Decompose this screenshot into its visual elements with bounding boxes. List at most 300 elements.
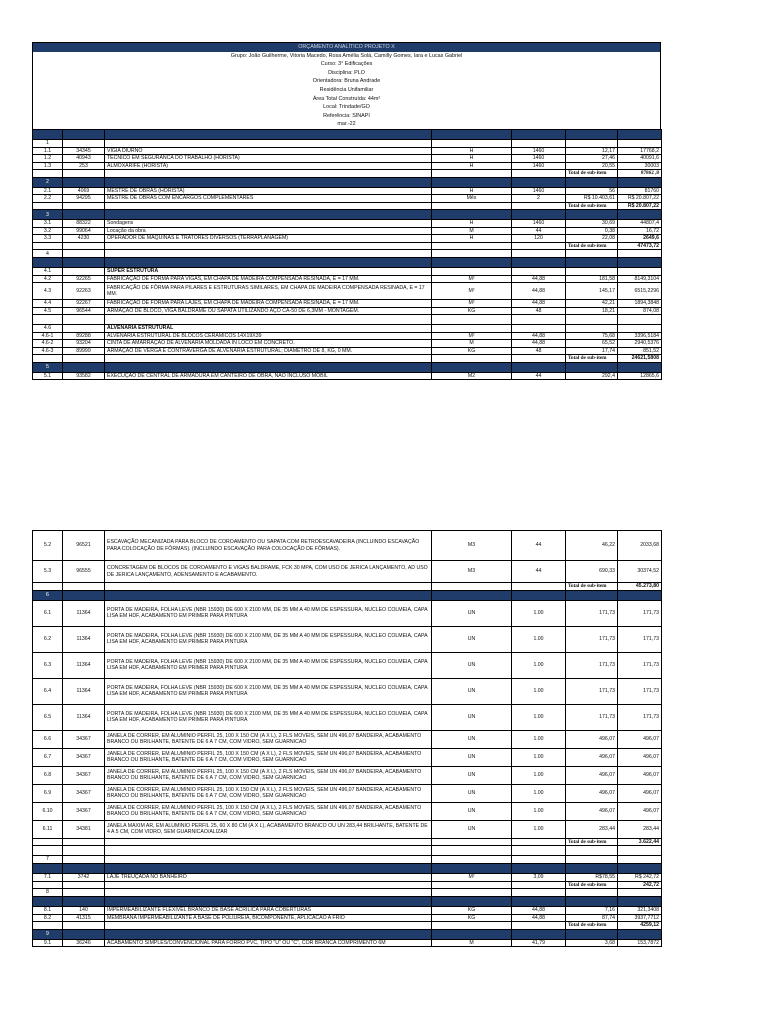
subtotal-row: [33, 881, 662, 889]
table-row: [33, 748, 662, 766]
row-qty: 1460: [512, 162, 566, 170]
table-row: [33, 600, 662, 626]
row-unit: UN: [432, 678, 512, 704]
subtotal-value: 47473,72: [618, 242, 662, 250]
row-qty: 1.00: [512, 626, 566, 652]
row-unit: H: [432, 147, 512, 155]
row-code: 11364: [63, 704, 105, 730]
row-unit: H: [432, 235, 512, 243]
row-code: 4230: [63, 235, 105, 243]
table-row: [33, 300, 662, 308]
row-price: 496,07: [566, 748, 618, 766]
section-number: 2: [33, 177, 63, 187]
row-price: R$78,55: [566, 874, 618, 882]
section-row: [33, 139, 662, 147]
col-code-header: [63, 129, 105, 139]
section-header-row: [33, 897, 662, 907]
row-desc: CONCRETAGEM DE BLOCOS DE COROAMENTO E VIGAS BALDRAME, FCK 30 MPA, COM USO DE JERICA LANÇAMENTO, AD USO DE JERICA LANÇAMENTO, ADENSAMENTO E ACABAMENTO.: [105, 561, 432, 583]
row-item: 4.6: [33, 325, 63, 333]
row-total: 44807,4: [618, 220, 662, 228]
row-total: 171,73: [618, 600, 662, 626]
subtotal-value: 4259,12: [618, 922, 662, 930]
table-row: [33, 784, 662, 802]
row-unit: M3: [432, 561, 512, 583]
row-desc: PORTA DE MADEIRA, FOLHA LEVE (NBR 15930) DE 600 X 2100 MM, DE 35 MM A 40 MM DE ESPESSURA, NUCLEO COLMEIA, CAPA LISA EM HDF, ACABAMENTO EM PRIMER PARA PINTURA: [105, 678, 432, 704]
table-row: [33, 626, 662, 652]
subtotal-label: Total de sub-item: [566, 242, 618, 250]
row-desc: PORTA DE MADEIRA, FOLHA LEVE (NBR 15930) DE 600 X 2100 MM, DE 35 MM A 40 MM DE ESPESSURA, NUCLEO COLMEIA, CAPA LISA EM HDF, ACABAMENTO EM PRIMER PARA PINTURA: [105, 704, 432, 730]
row-total: 496,07: [618, 784, 662, 802]
row-desc: ALVENARIA ESTRUTURAL DE BLOCOS CERÂMICOS 14X19X39: [105, 332, 432, 340]
section-header-row: [33, 362, 662, 372]
col-price-header: [566, 129, 618, 139]
row-code: 94295: [63, 195, 105, 203]
row-desc: TECNICO EM SEGURANCA DO TRABALHO (HORISTA): [105, 155, 432, 163]
section-row: [33, 856, 662, 864]
row-qty: 41,79: [512, 939, 566, 947]
row-item: 3.3: [33, 235, 63, 243]
row-code: 11364: [63, 600, 105, 626]
subtotal-value: R$ 20.807,22: [618, 202, 662, 210]
row-price: 496,07: [566, 766, 618, 784]
row-item: 4.1: [33, 268, 63, 276]
table-row: [33, 678, 662, 704]
row-unit: KG: [432, 307, 512, 315]
row-price: 496,07: [566, 784, 618, 802]
row-qty: 2: [512, 195, 566, 203]
row-code: 93204: [63, 340, 105, 348]
row-unit: H: [432, 162, 512, 170]
subtotal-label: Total de sub-item: [566, 170, 618, 178]
table-row: [33, 195, 662, 203]
row-item: 2.1: [33, 187, 63, 195]
row-unit: KG: [432, 914, 512, 922]
row-item: 6.9: [33, 784, 63, 802]
subtotal-row: [33, 355, 662, 363]
row-desc: ARMAÇÃO DE BLOCO, VIGA BALDRAME OU SAPATA UTILIZANDO AÇO CA-50 DE 6,3MM - MONTAGEM.: [105, 307, 432, 315]
subtotal-row: [33, 583, 662, 591]
row-unit: H: [432, 155, 512, 163]
table-row: [33, 372, 662, 380]
table-row: [33, 227, 662, 235]
row-price: 283,44: [566, 820, 618, 838]
row-item: 3.2: [33, 227, 63, 235]
row-qty: 1.00: [512, 678, 566, 704]
section-number: 8: [33, 889, 63, 897]
row-unit: UN: [432, 626, 512, 652]
row-desc: LAJE TREUÇADA NO BANHEIRO: [105, 874, 432, 882]
blank-row: [33, 846, 662, 856]
row-qty: 44,88: [512, 283, 566, 300]
row-price: 171,73: [566, 626, 618, 652]
section-header-row: [33, 210, 662, 220]
row-total: 40091,6: [618, 155, 662, 163]
row-desc: OPERADOR DE MAQUINAS E TRATORES DIVERSOS (TERRAPLANAGEM): [105, 235, 432, 243]
subtotal-row: [33, 242, 662, 250]
row-code: 40943: [63, 155, 105, 163]
budget-sheet-page-2: [32, 530, 661, 947]
row-desc: IMPERMEABILIZANTE FLEXIVEL BRANCO DE BASE ACRILICA PARA COBERTURAS: [105, 907, 432, 915]
row-unit: KG: [432, 907, 512, 915]
table-row: [33, 730, 662, 748]
col-qty-header: [512, 129, 566, 139]
budget-table-page-1: [32, 129, 662, 381]
row-qty: 1.00: [512, 748, 566, 766]
row-price: 56: [566, 187, 618, 195]
section-number: 1: [33, 139, 63, 147]
row-qty: 44,88: [512, 275, 566, 283]
row-desc: FABRICAÇÃO DE FÔRMA PARA PILARES E ESTRUTURAS SIMILARES, EM CHAPA DE MADEIRA COMPENSADA RESINADA, E = 17 MM.: [105, 283, 432, 300]
row-desc: JANELA DE CORRER, EM ALUMINIO PERFIL 25, 100 X 150 CM (A X L), 2 FLS MOVEIS, SEM UN 496,07 BANDEIRA, ACABAMENTO BRANCO OU BRILHANTE, BATENTE DE 6 A 7 CM, COM VIDRO, SEM GUARNICAO: [105, 730, 432, 748]
row-price: 496,07: [566, 730, 618, 748]
row-price: 17,74: [566, 347, 618, 355]
row-unit: UN: [432, 802, 512, 820]
row-desc: SUPER ESTRUTURA: [105, 268, 432, 276]
row-desc: Sondagens: [105, 220, 432, 228]
row-desc: PORTA DE MADEIRA, FOLHA LEVE (NBR 15930) DE 600 X 2100 MM, DE 35 MM A 40 MM DE ESPESSURA, NUCLEO COLMEIA, CAPA LISA EM HDF, ACABAMENTO EM PRIMER PARA PINTURA: [105, 600, 432, 626]
row-total: 171,73: [618, 704, 662, 730]
col-desc-header: [105, 129, 432, 139]
row-total: 321,3408: [618, 907, 662, 915]
row-total: 30003: [618, 162, 662, 170]
row-desc: ACABAMENTO SIMPLES/CONVENCIONAL PARA FORRO PVC, TIPO "U" OU "C", COR BRANCA COMPRIMENTO 6M: [105, 939, 432, 947]
row-item: 2.2: [33, 195, 63, 203]
row-price: 18,21: [566, 307, 618, 315]
row-price: 20,55: [566, 162, 618, 170]
row-total: 496,07: [618, 730, 662, 748]
row-item: 6.6: [33, 730, 63, 748]
row-price: 690,33: [566, 561, 618, 583]
row-total: 12865,6: [618, 372, 662, 380]
row-unit: M: [432, 939, 512, 947]
row-total: 171,73: [618, 678, 662, 704]
header-advisor: Orientadora: Bruna Andrade: [312, 78, 381, 85]
row-qty: 1.00: [512, 820, 566, 838]
row-price: 171,73: [566, 678, 618, 704]
row-item: 8.1: [33, 907, 63, 915]
section-number: 3: [33, 210, 63, 220]
row-code: 92267: [63, 300, 105, 308]
row-total: 171,73: [618, 652, 662, 678]
row-qty: 1.00: [512, 600, 566, 626]
row-price: 7,16: [566, 907, 618, 915]
row-code: 11364: [63, 626, 105, 652]
budget-table-page-2: [32, 530, 662, 947]
section-header-row: [33, 864, 662, 874]
row-desc: Locação da obra: [105, 227, 432, 235]
table-row: [33, 235, 662, 243]
header-date: mar.-22: [337, 121, 356, 128]
row-desc: FABRICAÇÃO DE FÔRMA PARA VIGAS, EM CHAPA DE MADEIRA COMPENSADA RESINADA, E = 17 MM.: [105, 275, 432, 283]
row-price: 42,21: [566, 300, 618, 308]
table-row: [33, 531, 662, 561]
row-item: 6.10: [33, 802, 63, 820]
row-code: 34381: [63, 820, 105, 838]
subtotal-label: Total de sub-item: [566, 202, 618, 210]
subtotal-label: Total de sub-item: [566, 922, 618, 930]
row-qty: 44: [512, 227, 566, 235]
row-code: 34345: [63, 147, 105, 155]
subtotal-value: 45.273,80: [618, 583, 662, 591]
row-item: 4.6-2: [33, 340, 63, 348]
row-unit: UN: [432, 820, 512, 838]
subtotal-value: 24621,5808: [618, 355, 662, 363]
row-qty: 44,88: [512, 300, 566, 308]
subtotal-value: 3.622,44: [618, 838, 662, 846]
subtotal-row: [33, 922, 662, 930]
subtotal-row: [33, 170, 662, 178]
row-code: 88322: [63, 220, 105, 228]
table-row: [33, 907, 662, 915]
row-price: 87,74: [566, 914, 618, 922]
row-item: 4.3: [33, 283, 63, 300]
row-unit: UN: [432, 766, 512, 784]
row-total: 2649,6: [618, 235, 662, 243]
section-header-row: [33, 929, 662, 939]
row-desc: PORTA DE MADEIRA, FOLHA LEVE (NBR 15930) DE 600 X 2100 MM, DE 35 MM A 40 MM DE ESPESSURA, NUCLEO COLMEIA, CAPA LISA EM HDF, ACABAMENTO EM PRIMER PARA PINTURA: [105, 626, 432, 652]
row-qty: 1.00: [512, 802, 566, 820]
row-qty: 1.00: [512, 784, 566, 802]
row-code: 253: [63, 162, 105, 170]
row-total: 1894,3848: [618, 300, 662, 308]
row-code: 4069: [63, 187, 105, 195]
subtotal-label: Total de sub-item: [566, 881, 618, 889]
subtotal-value: 242,72: [618, 881, 662, 889]
row-unit: KG: [432, 347, 512, 355]
row-item: 6.11: [33, 820, 63, 838]
row-qty: 1.00: [512, 766, 566, 784]
table-row: [33, 307, 662, 315]
table-row: [33, 187, 662, 195]
row-item: 6.2: [33, 626, 63, 652]
row-code: 36246: [63, 939, 105, 947]
row-desc: FABRICAÇÃO DE FÔRMA PARA LAJES, EM CHAPA DE MADEIRA COMPENSADA RESINADA, E = 17 MM.: [105, 300, 432, 308]
row-code: 41315: [63, 914, 105, 922]
col-item-header: [33, 129, 63, 139]
row-price: 496,07: [566, 802, 618, 820]
row-total: 496,07: [618, 802, 662, 820]
column-header-row: [33, 258, 662, 268]
row-item: 6.7: [33, 748, 63, 766]
row-qty: 44: [512, 531, 566, 561]
table-row: [33, 283, 662, 300]
row-code: 92263: [63, 283, 105, 300]
row-total: 81760: [618, 187, 662, 195]
blank-row: [33, 315, 662, 325]
row-item: 6.5: [33, 704, 63, 730]
row-unit: M: [432, 227, 512, 235]
row-code: 93582: [63, 372, 105, 380]
row-item: 7.1: [33, 874, 63, 882]
section-number: 9: [33, 929, 63, 939]
row-item: 3.1: [33, 220, 63, 228]
row-price: 3,68: [566, 939, 618, 947]
row-price: 171,73: [566, 600, 618, 626]
row-qty: 1460: [512, 147, 566, 155]
row-total: 874,08: [618, 307, 662, 315]
row-code: 11364: [63, 678, 105, 704]
table-row: [33, 347, 662, 355]
row-code: 11364: [63, 652, 105, 678]
header-discipline: Disciplina: PLO: [328, 69, 365, 76]
row-total: 2940,5376: [618, 340, 662, 348]
row-qty: 44,88: [512, 914, 566, 922]
row-desc: ESCAVAÇÃO MECANIZADA PARA BLOCO DE COROAMENTO OU SAPATA COM RETROESCAVADEIRA (INCLUINDO ESCAVAÇÃO PARA COLOCAÇÃO DE FÔRMAS). (INCLUINDO ESCAVAÇÃO PARA COLOCAÇÃO DE FÔRMAS).: [105, 531, 432, 561]
subtotal-label: Total de sub-item: [566, 583, 618, 591]
row-unit: UN: [432, 652, 512, 678]
header-location: Local: Trindade/GO: [323, 104, 370, 111]
budget-header: [32, 42, 661, 129]
row-item: 4.4: [33, 300, 63, 308]
section-header-row: [33, 177, 662, 187]
subtotal-row: [33, 838, 662, 846]
row-unit: M3: [432, 531, 512, 561]
section-number: 5: [33, 362, 63, 372]
row-price: 145,17: [566, 283, 618, 300]
row-item: 1.2: [33, 155, 63, 163]
row-qty: 120: [512, 235, 566, 243]
section-number: 6: [33, 590, 63, 600]
table-row: [33, 220, 662, 228]
row-item: 5.1: [33, 372, 63, 380]
row-item: 8.2: [33, 914, 63, 922]
row-desc: CINTA DE AMARRAÇÃO DE ALVENARIA MOLDADA IN LOCO EM CONCRETO.: [105, 340, 432, 348]
table-row: [33, 652, 662, 678]
row-desc: JANELA MAXIM AR, EM ALUMINIO PERFIL 25, 60 X 80 CM (A X L), ACABAMENTO BRANCO OU UN 283,44 BRILHANTE, BATENTE DE 4 A 5 CM, COM VIDRO, SEM GUARNICAO/ALIZAR: [105, 820, 432, 838]
row-total: 30374,52: [618, 561, 662, 583]
table-row: [33, 155, 662, 163]
row-desc: JANELA DE CORRER, EM ALUMINIO PERFIL 25, 100 X 150 CM (A X L), 2 FLS MOVEIS, SEM UN 496,07 BANDEIRA, ACABAMENTO BRANCO OU BRILHANTE, BATENTE DE 6 A 7 CM, COM VIDRO, SEM GUARNICAO: [105, 784, 432, 802]
header-area: Área Total Construída: 44m²: [312, 95, 381, 102]
row-price: 12,17: [566, 147, 618, 155]
row-code: 96555: [63, 561, 105, 583]
row-desc: JANELA DE CORRER, EM ALUMINIO PERFIL 25, 100 X 150 CM (A X L), 2 FLS MOVEIS, SEM UN 496,07 BANDEIRA, ACABAMENTO BRANCO OU BRILHANTE, BATENTE DE 6 A 7 CM, COM VIDRO, SEM GUARNICAO: [105, 748, 432, 766]
row-price: 65,52: [566, 340, 618, 348]
row-desc: EXECUÇÃO DE CENTRAL DE ARMADURA EM CANTEIRO DE OBRA, NÃO INCLUSO MOBIL: [105, 372, 432, 380]
header-reference: Referência: SINAPI: [323, 112, 370, 119]
section-number: 4: [33, 250, 63, 258]
row-unit: UN: [432, 730, 512, 748]
row-unit: M²: [432, 332, 512, 340]
row-qty: 48: [512, 307, 566, 315]
row-code: 34367: [63, 802, 105, 820]
row-code: 34367: [63, 766, 105, 784]
row-unit: UN: [432, 600, 512, 626]
row-total: 283,44: [618, 820, 662, 838]
row-item: 4.5: [33, 307, 63, 315]
row-total: 16,72: [618, 227, 662, 235]
row-item: 1.3: [33, 162, 63, 170]
section-number: 7: [33, 856, 63, 864]
row-price: 30,69: [566, 220, 618, 228]
row-price: 0,38: [566, 227, 618, 235]
row-qty: 1.00: [512, 652, 566, 678]
col-unit-header: [432, 129, 512, 139]
row-qty: 1.00: [512, 704, 566, 730]
row-total: R$ 242,72: [618, 874, 662, 882]
row-total: 3937,7712: [618, 914, 662, 922]
row-code: 96521: [63, 531, 105, 561]
section-header-row: [33, 590, 662, 600]
section-code: [63, 590, 105, 600]
row-qty: 44: [512, 561, 566, 583]
row-item: 6.4: [33, 678, 63, 704]
row-total: 17768,2: [618, 147, 662, 155]
row-unit: M²: [432, 874, 512, 882]
table-row: [33, 325, 662, 333]
row-price: 171,73: [566, 652, 618, 678]
row-total: 6515,2296: [618, 283, 662, 300]
budget-sheet-page-1: [32, 42, 661, 380]
row-item: 6.8: [33, 766, 63, 784]
row-desc: MEMBRANA IMPERMEABILIZANTE A BASE DE POLIUREIA, BICOMPONENTE, APLICACAO A FRIO: [105, 914, 432, 922]
row-item: 6.3: [33, 652, 63, 678]
row-qty: 48: [512, 347, 566, 355]
subtotal-value: 87862 ,8: [618, 170, 662, 178]
row-code: 3742: [63, 874, 105, 882]
table-row: [33, 561, 662, 583]
table-row: [33, 275, 662, 283]
row-qty: 1460: [512, 155, 566, 163]
row-price: 27,46: [566, 155, 618, 163]
row-desc: VIGIA DIURNO: [105, 147, 432, 155]
row-item: 4.6-3: [33, 347, 63, 355]
row-code: 96544: [63, 307, 105, 315]
row-total: 2033,68: [618, 531, 662, 561]
table-row: [33, 939, 662, 947]
row-price: 181,58: [566, 275, 618, 283]
table-row: [33, 340, 662, 348]
row-desc: MESTRE DE OBRAS COM ENCARGOS COMPLEMENTARES: [105, 195, 432, 203]
row-desc: ALMOXARIFE (HORISTA): [105, 162, 432, 170]
row-item: 5.3: [33, 561, 63, 583]
row-unit: M²: [432, 283, 512, 300]
table-row: [33, 820, 662, 838]
row-unit: UN: [432, 784, 512, 802]
table-row: [33, 268, 662, 276]
row-item: 6.1: [33, 600, 63, 626]
section-title: [105, 590, 432, 600]
row-total: 8149,3104: [618, 275, 662, 283]
row-unit: H: [432, 187, 512, 195]
header-building-type: Residência Unifamiliar: [319, 86, 374, 93]
row-code: 89999: [63, 347, 105, 355]
row-qty: 44,88: [512, 340, 566, 348]
table-row: [33, 914, 662, 922]
section-row: [33, 889, 662, 897]
row-unit: H: [432, 220, 512, 228]
row-total: 496,07: [618, 748, 662, 766]
row-total: 171,73: [618, 626, 662, 652]
table-row: [33, 766, 662, 784]
row-price: 46,22: [566, 531, 618, 561]
row-qty: 44,88: [512, 907, 566, 915]
table-row: [33, 704, 662, 730]
col-total-header: [618, 129, 662, 139]
subtotal-label: Total de sub-item: [566, 838, 618, 846]
row-total: 3396,5184: [618, 332, 662, 340]
row-unit: Mês: [432, 195, 512, 203]
header-course: Curso: 3° Edificações: [320, 61, 373, 68]
row-item: 4.6-1: [33, 332, 63, 340]
budget-title: ORÇAMENTO ANALÍTICO PROJETO X: [33, 43, 660, 52]
row-code: 34367: [63, 784, 105, 802]
subtotal-row: [33, 202, 662, 210]
row-code: 140: [63, 907, 105, 915]
row-qty: 1460: [512, 220, 566, 228]
row-price: 292,4: [566, 372, 618, 380]
row-desc: JANELA DE CORRER, EM ALUMINIO PERFIL 25, 100 X 150 CM (A X L), 2 FLS MOVEIS, SEM UN 496,07 BANDEIRA, ACABAMENTO BRANCO OU BRILHANTE, BATENTE DE 6 A 7 CM, COM VIDRO, SEM GUARNICAO: [105, 766, 432, 784]
